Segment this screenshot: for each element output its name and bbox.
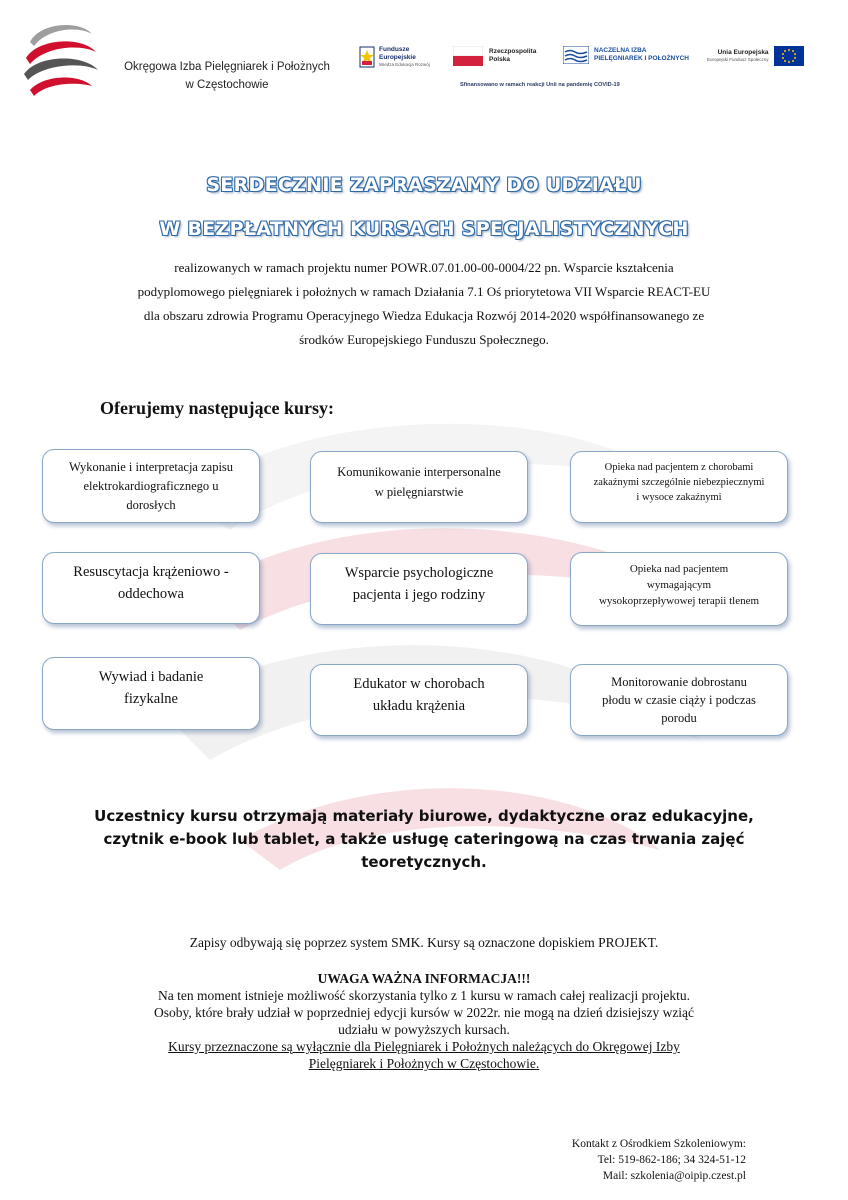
notice-line: udziału w powyższych kursach. bbox=[338, 1022, 510, 1037]
nipip-waves-icon bbox=[563, 46, 589, 64]
intro-line: dla obszaru zdrowia Programu Operacyjnego Wiedza Edukacja Rozwój 2014-2020 współfinansowanego ze bbox=[143, 308, 705, 323]
unia-europejska-logo bbox=[707, 46, 804, 66]
intro-line: realizowanych w ramach projektu numer POWR.07.01.00-00-0004/22 pn. Wsparcie kształcenia bbox=[174, 260, 674, 275]
fundusze-europejskie-logo bbox=[359, 46, 430, 68]
notice-underlined-line: Kursy przeznaczone są wyłącznie dla Pielęgniarek i Położnych należących do Okręgowej Izby bbox=[168, 1039, 680, 1054]
course-text-line: Resuscytacja krążeniowo - bbox=[73, 564, 229, 580]
registration-info: Zapisy odbywają się poprzez system SMK. Kursy są oznaczone dopiskiem PROJEKT. bbox=[189, 935, 659, 950]
course-text-line: elektrokardiograficznego u bbox=[83, 479, 219, 493]
notice-heading: UWAGA WAŻNA INFORMACJA!!! bbox=[317, 971, 531, 986]
financed-note: Sfinansowano w ramach reakcji Unii na pandemię COVID-19 bbox=[460, 82, 620, 88]
project-intro bbox=[90, 256, 758, 352]
notice-line: Osoby, które brały udział w poprzedniej edycji kursów w 2022r. nie mogą na dzień dzisiejszy wziąć bbox=[153, 1005, 695, 1020]
nipip-line2: PIELĘGNIAREK I POŁOŻNYCH bbox=[594, 55, 689, 62]
course-text-line: wymagającym bbox=[646, 579, 712, 591]
course-text-line: płodu w czasie ciąży i podczas bbox=[602, 693, 756, 707]
rp-line2: Polska bbox=[489, 56, 510, 63]
course-text-line: i wysoce zakaźnymi bbox=[636, 492, 722, 503]
offer-heading: Oferujemy następujące kursy: bbox=[100, 398, 334, 418]
course-text-line: wysokoprzepływowej terapii tlenem bbox=[598, 595, 760, 607]
course-text-line: pacjenta i jego rodziny bbox=[352, 587, 486, 603]
course-text-line: Edukator w chorobach bbox=[353, 676, 485, 692]
notice-block bbox=[80, 970, 768, 1072]
fe-star-icon bbox=[359, 46, 375, 68]
course-text-line: Wywiad i badanie bbox=[98, 669, 204, 685]
funding-logos-strip bbox=[345, 38, 815, 100]
course-box-infectious bbox=[570, 451, 788, 523]
course-text-line: Monitorowanie dobrostanu bbox=[611, 675, 747, 689]
course-box-oxygen bbox=[570, 552, 788, 626]
notice-underlined-line: Pielęgniarek i Położnych w Częstochowie. bbox=[308, 1056, 540, 1071]
intro-line: środków Europejskiego Funduszu Społecznego. bbox=[299, 332, 549, 347]
course-box-psychological bbox=[310, 553, 528, 625]
contact-heading: Kontakt z Ośrodkiem Szkoleniowym: bbox=[571, 1138, 746, 1150]
course-box-ekg bbox=[42, 449, 260, 523]
course-box-fetal-monitoring bbox=[570, 664, 788, 736]
course-text-line: Wykonanie i interpretacja zapisu bbox=[68, 460, 234, 474]
title-line1: SERDECZNIE ZAPRASZAMY DO UDZIAŁU bbox=[206, 174, 642, 196]
fe-sub: Wiedza Edukacja Rozwój bbox=[379, 62, 430, 67]
nipip-line1: NACZELNA IZBA bbox=[594, 47, 647, 54]
contact-info bbox=[470, 1136, 746, 1184]
course-text-line: Opieka nad pacjentem z chorobami bbox=[604, 462, 754, 473]
fe-line2: Europejskie bbox=[379, 54, 416, 61]
rzeczpospolita-logo bbox=[453, 46, 536, 66]
course-text-line: Komunikowanie interpersonalne bbox=[337, 465, 501, 479]
fe-line1: Fundusze bbox=[379, 46, 410, 53]
notice-line: Na ten moment istnieje możliwość skorzystania tylko z 1 kursu w ramach całej realizacji projektu. bbox=[158, 988, 690, 1003]
course-text-line: fizykalne bbox=[124, 691, 178, 707]
contact-email: Mail: szkolenia@oipip.czest.pl bbox=[602, 1170, 746, 1182]
course-text-line: porodu bbox=[661, 711, 697, 725]
course-text-line: układu krążenia bbox=[372, 698, 466, 714]
course-text-line: Wsparcie psychologiczne bbox=[344, 565, 494, 581]
course-text-line: dorosłych bbox=[126, 498, 176, 512]
oipip-logo-icon bbox=[20, 12, 100, 100]
course-box-communication bbox=[310, 451, 528, 523]
eu-flag-icon bbox=[774, 46, 804, 66]
course-text-line: oddechowa bbox=[117, 586, 184, 602]
course-text-line: Opieka nad pacjentem bbox=[629, 563, 729, 575]
org-name-line1: Okręgowa Izba Pielęgniarek i Położnych bbox=[124, 61, 330, 73]
nipip-logo bbox=[563, 46, 689, 64]
title-line2: W BEZPŁATNYCH KURSACH SPECJALISTYCZNYCH bbox=[159, 218, 689, 240]
benefits-line: Uczestnicy kursu otrzymają materiały biurowe, dydaktyczne oraz edukacyjne, bbox=[94, 807, 754, 825]
ue-sub: Europejski Fundusz Społeczny bbox=[707, 57, 769, 62]
course-text-line: w pielęgniarstwie bbox=[374, 485, 464, 499]
org-name-line2: w Częstochowie bbox=[185, 79, 269, 91]
benefits-line: teoretycznych. bbox=[361, 853, 487, 871]
benefits-text bbox=[60, 805, 788, 874]
course-box-resuscitation bbox=[42, 552, 260, 624]
rp-line1: Rzeczpospolita bbox=[489, 48, 537, 55]
intro-line: podyplomowego pielęgniarek i położnych w ramach Działania 7.1 Oś priorytetowa VII Wsparcie REACT-EU bbox=[137, 284, 711, 299]
polish-flag-icon bbox=[453, 46, 483, 66]
contact-phone: Tel: 519-862-186; 34 324-51-12 bbox=[597, 1154, 746, 1166]
course-box-educator bbox=[310, 664, 528, 736]
organization-name bbox=[112, 58, 342, 94]
benefits-line: czytnik e-book lub tablet, a także usługę cateringową na czas trwania zajęć bbox=[103, 830, 745, 848]
course-box-examination bbox=[42, 657, 260, 730]
ue-line1: Unia Europejska bbox=[717, 49, 769, 56]
course-text-line: zakaźnymi szczególnie niebezpiecznymi bbox=[593, 477, 765, 488]
